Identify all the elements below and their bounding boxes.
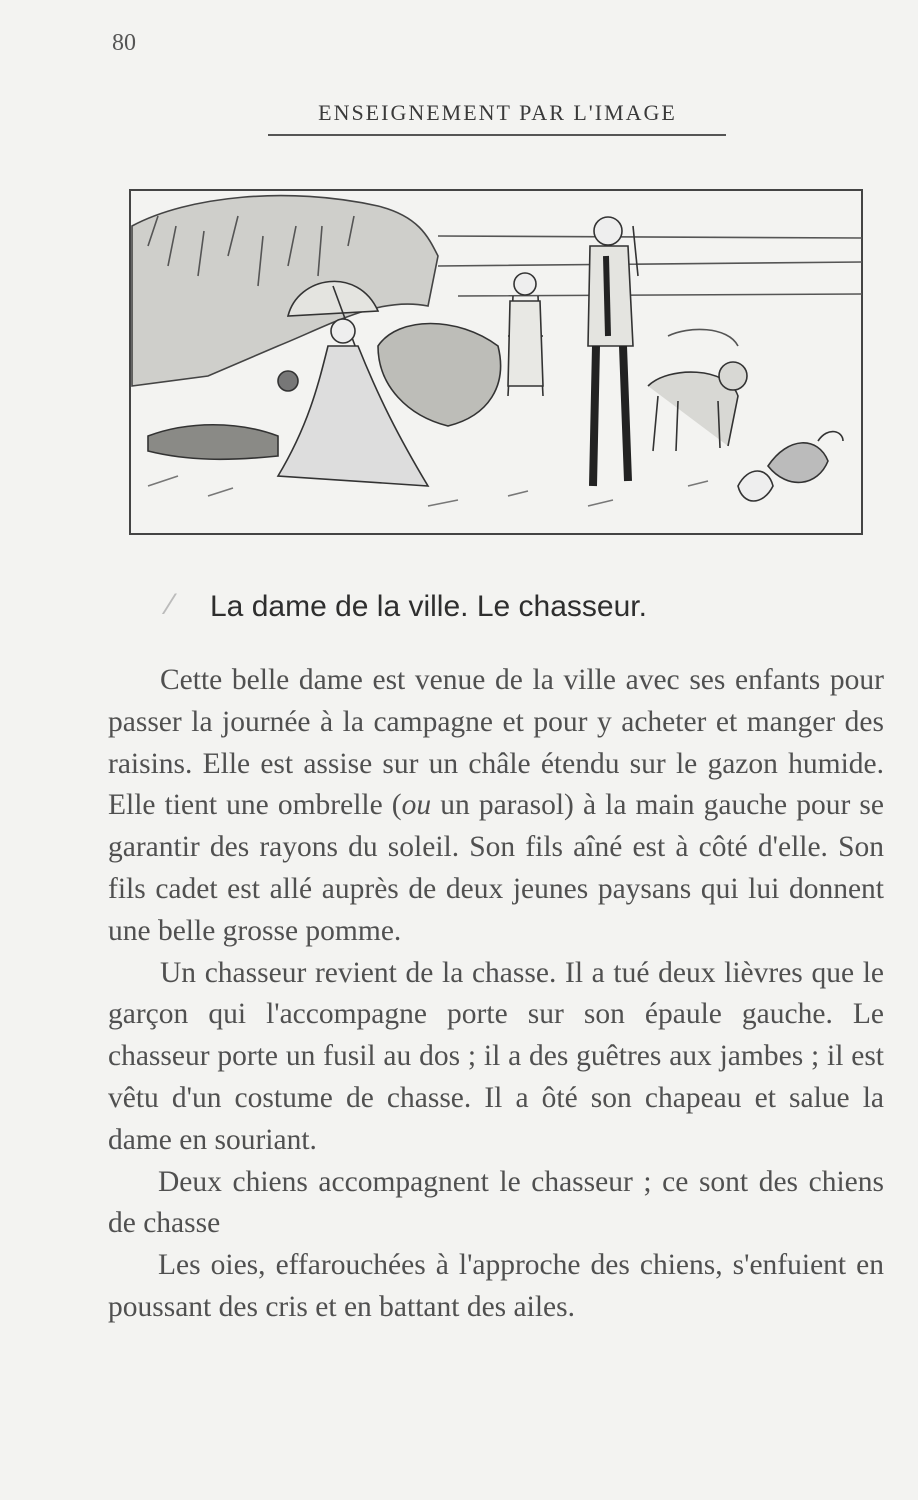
engraving-icon (130, 190, 862, 534)
margin-tick-mark: ⁄ (168, 588, 174, 621)
body-text (108, 660, 884, 1329)
illustration-caption: La dame de la ville. Le chasseur. (210, 590, 647, 623)
paragraph-lady-part-1: Cette belle dame est venue de la ville avec ses enfants pour passer la journée à la campagne et pour y acheter et manger des raisins. Elle est assise sur un châle étendu sur le gazon humide. Elle tient une ombrelle ( (108, 664, 884, 822)
paragraph-lady (108, 660, 884, 953)
paragraph-geese: Les oies, effarouchées à l'approche des chiens, s'enfuient en poussant des cris et en battant des ailes. (108, 1249, 884, 1323)
paragraph-lady-italic: ou (401, 789, 432, 822)
running-head-rule (268, 134, 726, 136)
paragraph-dogs: Deux chiens accompagnent le chasseur ; ce sont des chiens de chasse (108, 1165, 884, 1240)
illustration (128, 186, 864, 536)
paragraph-hunter: Un chasseur revient de la chasse. Il a tué deux lièvres que le garçon qui l'accompagne porte sur son épaule gauche. Le chasseur porte un fusil au dos ; il a des guêtres aux jambes ; il est vêtu d'un costume de chasse. Il a ôté son chapeau et salue la dame en souriant. (108, 956, 884, 1156)
paragraph-lady-part-2: un parasol) à la main gauche pour se garantir des rayons du soleil. Son fils aîné est à côté d'elle. Son fils cadet est allé auprès de deux jeunes paysans qui lui donnent une belle grosse pomme. (108, 789, 885, 947)
running-head: ENSEIGNEMENT PAR L'IMAGE (318, 100, 677, 125)
page-number: 80 (112, 30, 136, 56)
